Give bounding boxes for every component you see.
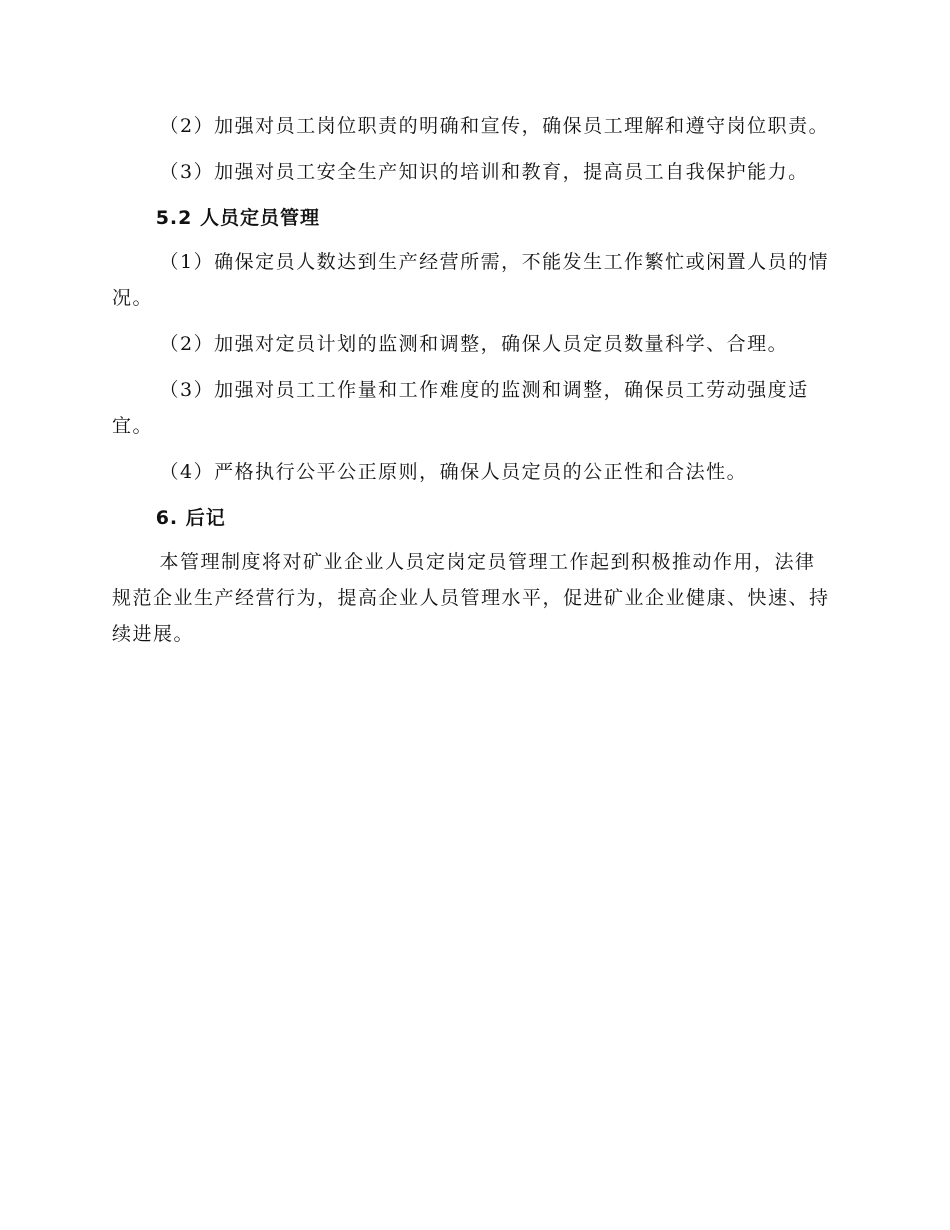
document-content — [112, 108, 830, 652]
paragraph-item-2: （2）加强对员工岗位职责的明确和宣传，确保员工理解和遵守岗位职责。 — [159, 115, 830, 137]
section-heading-5-2: 5.2 人员定员管理 — [155, 207, 320, 229]
section-6-body: 本管理制度将对矿业企业人员定岗定员管理工作起到积极推动作用，法律规范企业生产经营行为，提高企业人员管理水平，促进矿业企业健康、快速、持续进展。 — [112, 551, 830, 645]
section-heading-6: 6. 后记 — [155, 507, 226, 529]
section-5-2-item-1: （1）确保定员人数达到生产经营所需，不能发生工作繁忙或闲置人员的情况。 — [112, 251, 830, 309]
section-5-2-item-2: （2）加强对定员计划的监测和调整，确保人员定员数量科学、合理。 — [159, 333, 789, 355]
paragraph-item-3: （3）加强对员工安全生产知识的培训和教育，提高员工自我保护能力。 — [159, 161, 809, 183]
section-5-2-item-3: （3）加强对员工工作量和工作难度的监测和调整，确保员工劳动强度适宜。 — [112, 379, 809, 437]
section-5-2-item-4: （4）严格执行公平公正原则，确保人员定员的公正性和合法性。 — [159, 461, 748, 483]
